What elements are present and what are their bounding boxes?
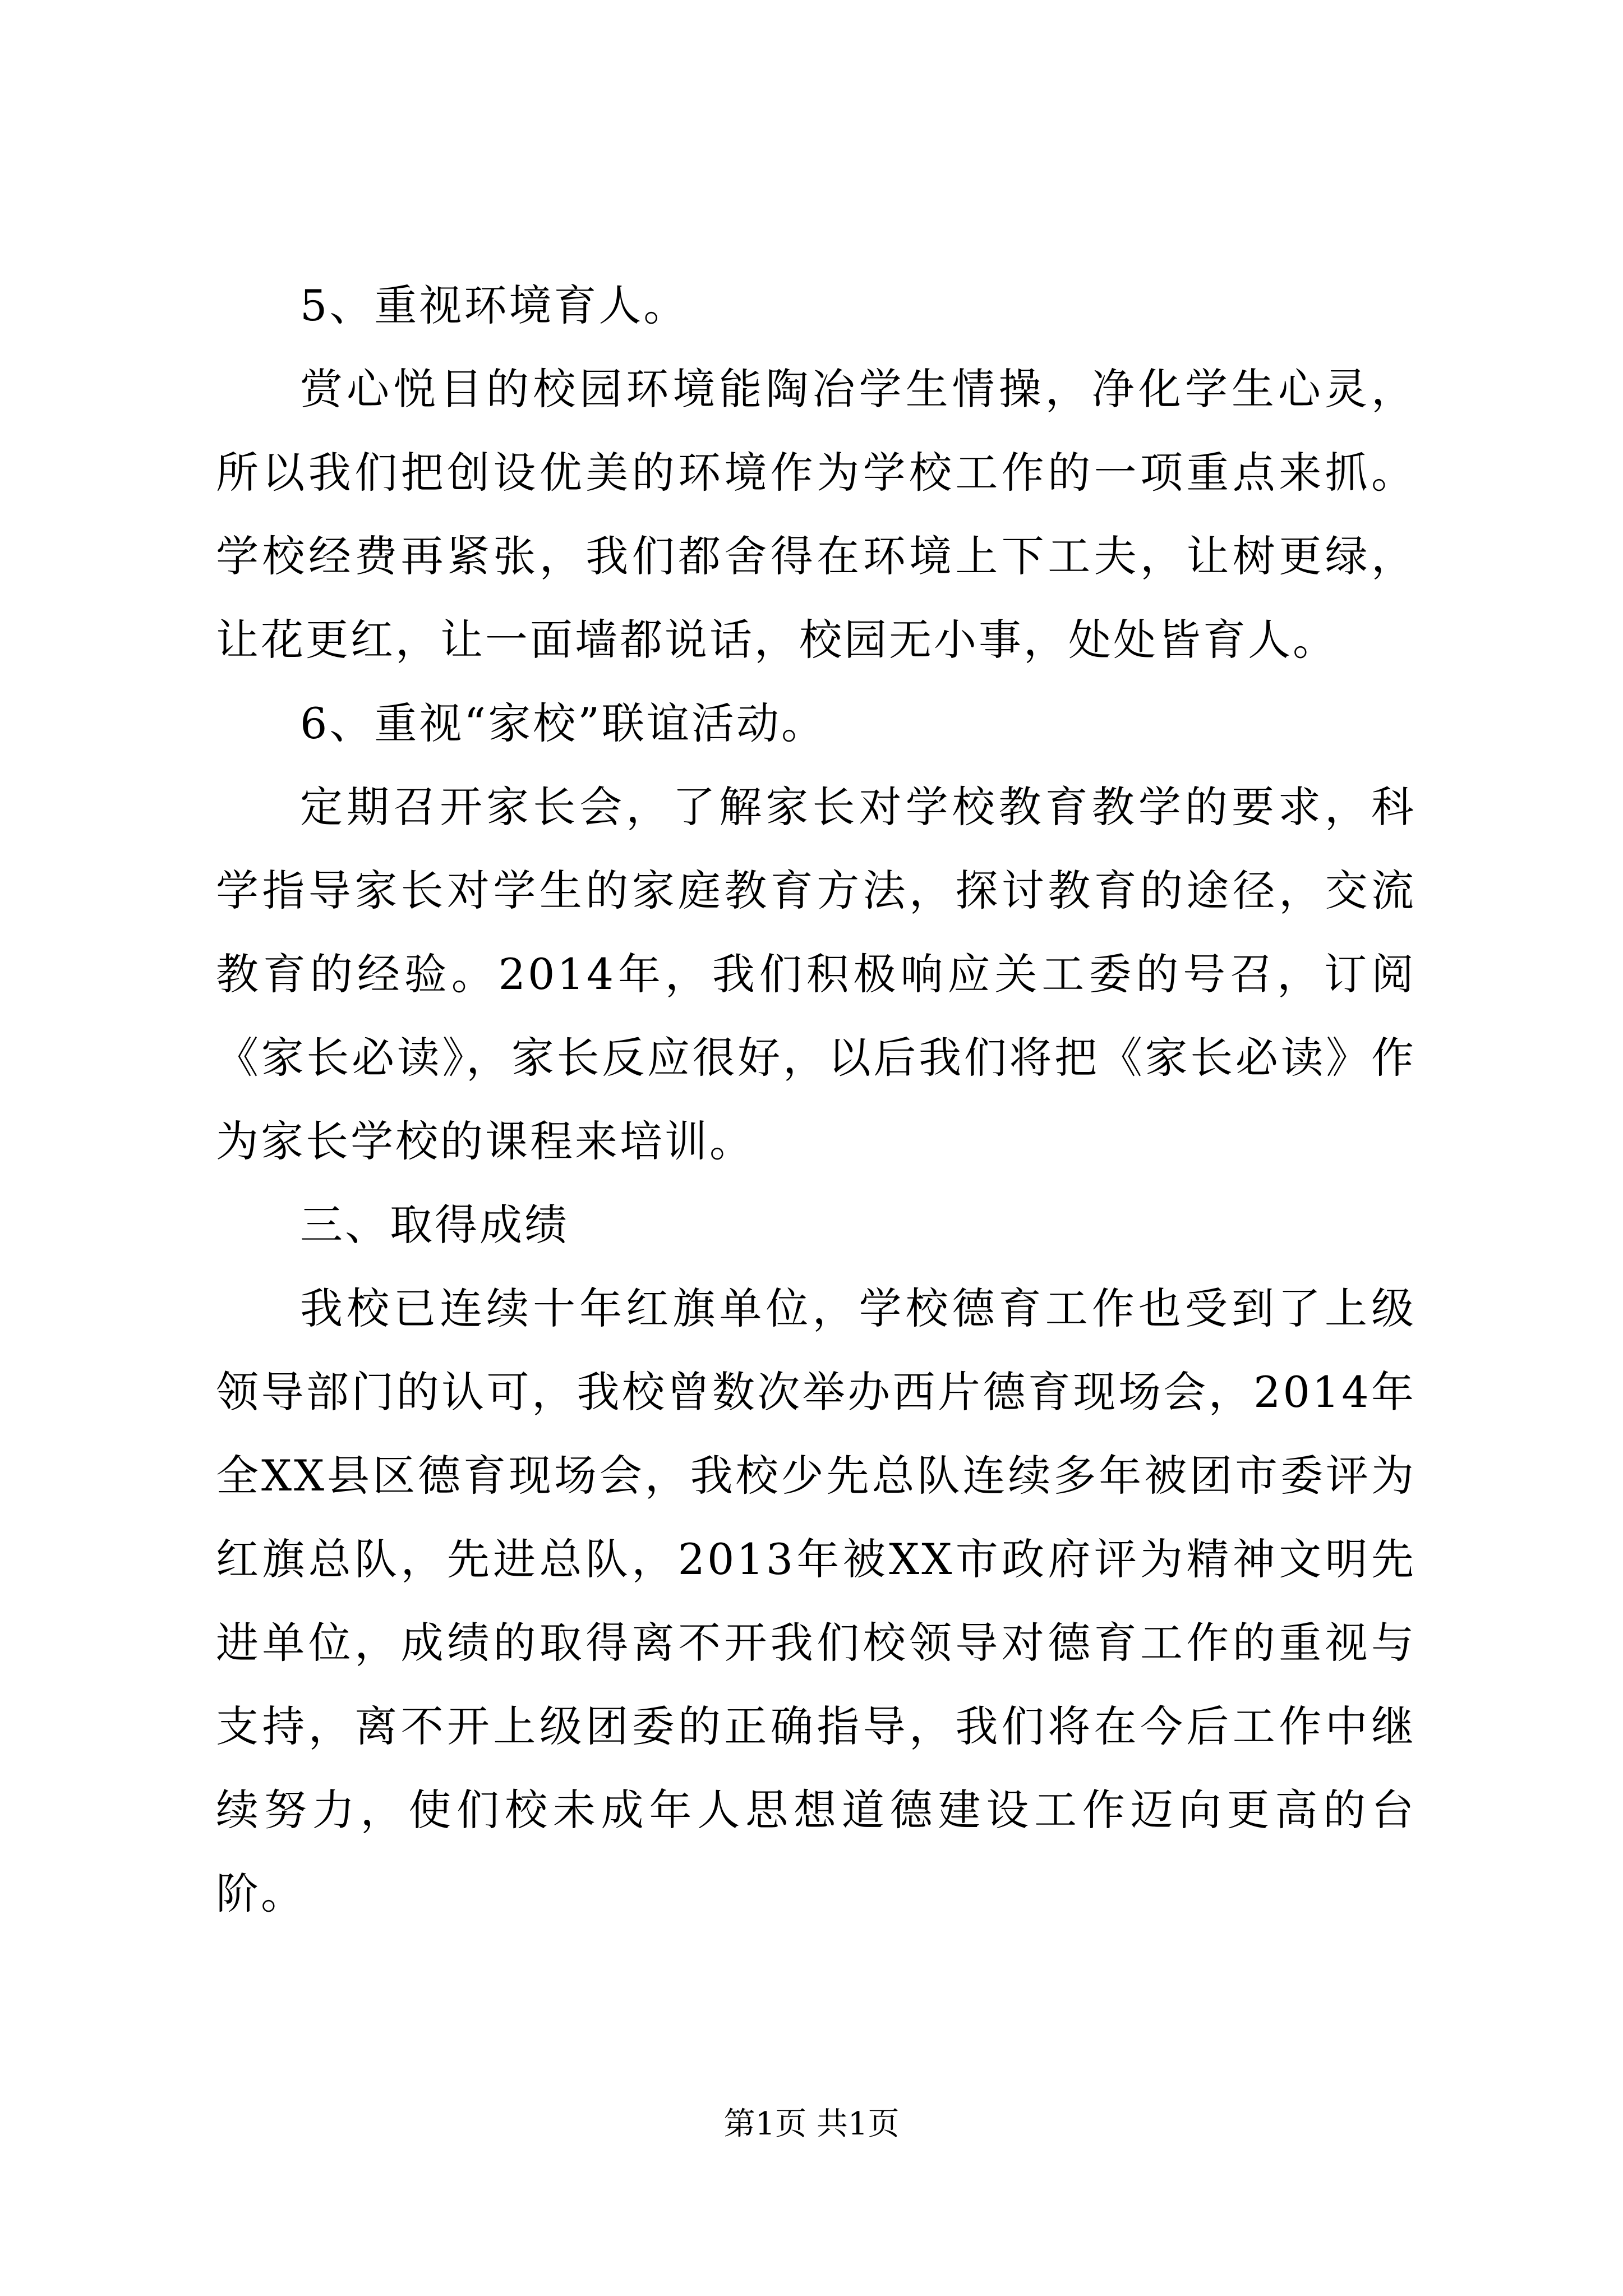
section-heading-home-school: 6、重视“家校”联谊活动。	[300, 698, 827, 748]
section-heading-achievements: 三、取得成绩	[300, 1200, 569, 1250]
paragraph-achievements: 我校已连续十年红旗单位，学校德育工作也受到了上级领导部门的认可，我校曾数次举办西片德育现场会，2014年全XX县区德育现场会，我校少先总队连续多年被团市委评为红旗总队，先进总队，2013年被XX市政府评为精神文明先进单位，成绩的取得离不开我们校领导对德育工作的重视与支持，离不开上级团委的正确指导，我们将在今后工作中继续努力，使们校未成年人思想道德建设工作迈向更高的台阶。	[216, 1283, 1416, 1918]
section-heading-environment: 5、重视环境育人。	[300, 280, 689, 330]
document-body	[216, 264, 1416, 1935]
paragraph-environment: 赏心悦目的校园环境能陶冶学生情操，净化学生心灵，所以我们把创设优美的环境作为学校工作的一项重点来抓。学校经费再紧张，我们都舍得在环境上下工夫，让树更绿，让花更红，让一面墙都说话，校园无小事，处处皆育人。	[216, 364, 1416, 665]
page-footer: 第1页 共1页	[723, 2106, 900, 2142]
paragraph-home-school: 定期召开家长会，了解家长对学校教育教学的要求，科学指导家长对学生的家庭教育方法，探讨教育的途径，交流教育的经验。2014年，我们积极响应关工委的号召，订阅《家长必读》，家长反应很好，以后我们将把《家长必读》作为家长学校的课程来培训。	[216, 782, 1416, 1166]
